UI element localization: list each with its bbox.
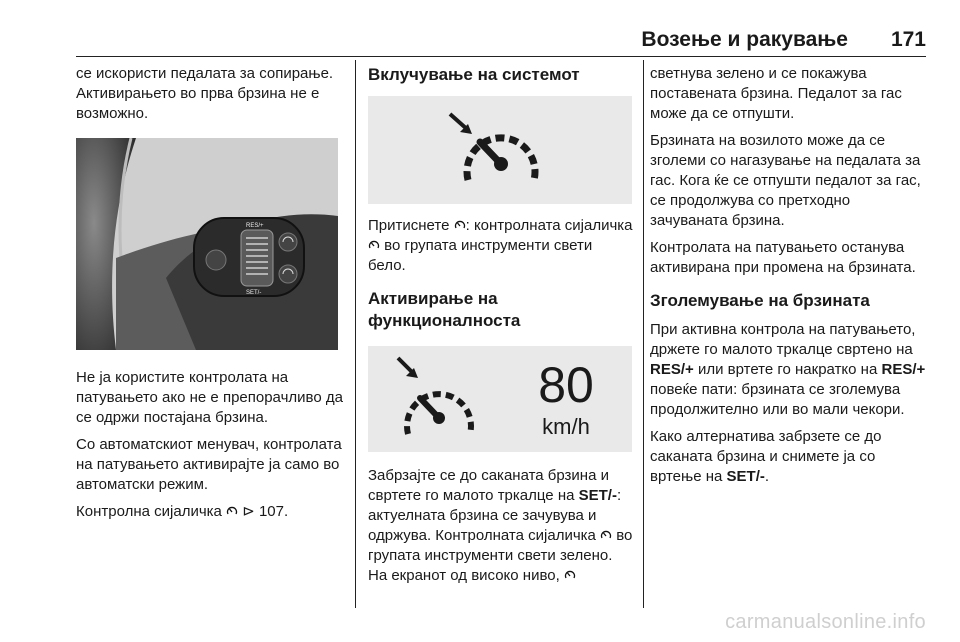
- paragraph: [368, 216, 634, 276]
- paragraph: светнува зелено и се покажува поставената брзина. Педалот за гас може да се отпушти.: [650, 65, 902, 122]
- column-divider: [355, 60, 356, 608]
- speedometer-icon: [368, 239, 380, 251]
- speed-display-figure: [368, 346, 632, 452]
- text: : контролната сијаличка: [465, 217, 633, 234]
- paragraph: [650, 427, 930, 487]
- column-1: [76, 64, 346, 529]
- paragraph: [368, 466, 634, 586]
- page-number: 171: [890, 28, 926, 51]
- res-label: RES/+: [650, 361, 694, 378]
- text: во групата инструменти свети зелено. На екранот од високо ниво,: [368, 527, 633, 584]
- speed-value: 80: [538, 357, 594, 413]
- steering-wheel-illustration: [76, 138, 338, 350]
- paragraph: [650, 320, 930, 420]
- page-title: Возење и ракување: [641, 28, 848, 51]
- paragraph: Не ја користите контролата на патувањето ако не е препорачливо да се одржи постајана брзина.: [76, 369, 343, 426]
- watermark: carmanualsonline.info: [725, 611, 926, 633]
- text: : актуелната брзина се зачувува и одржува. Контролната сијаличка: [368, 487, 622, 544]
- page-reference[interactable]: 107.: [258, 503, 289, 520]
- column-3: [650, 64, 930, 494]
- section-heading: Активирање на функционалноста: [368, 289, 521, 330]
- column-2: [368, 64, 634, 593]
- set-label: SET/-: [578, 487, 617, 504]
- text: или вртете го накратко на: [697, 361, 878, 378]
- set-label: SET/-: [246, 290, 262, 296]
- text: повеќе пати: брзината се зголемува продолжително или во мали чекори.: [650, 381, 905, 418]
- text: При активна контрола на патувањето, држете го малото тркалце свртено на: [650, 321, 916, 358]
- text: во групата инструменти свети бело.: [368, 237, 593, 274]
- speedometer-icon: [454, 219, 466, 231]
- section-heading: Вклучување на системот: [368, 65, 580, 84]
- speedometer-icon: [564, 569, 576, 581]
- arrow-icon: ⊳: [242, 503, 255, 520]
- res-label: RES/+: [881, 361, 926, 378]
- header-rule: [76, 56, 926, 57]
- paragraph: се искористи педалата за сопирање. Активирањето во прва брзина не е возможно.: [76, 65, 334, 122]
- column-divider: [643, 60, 644, 608]
- speed-unit: km/h: [542, 414, 590, 439]
- page-header: [76, 28, 926, 50]
- cruise-speed-display: [368, 346, 632, 452]
- text: Контролна сијаличка: [76, 503, 222, 520]
- paragraph: Со автоматскиот менувач, контролата на патувањето активирајте ја само во автоматски режим.: [76, 436, 342, 493]
- section-heading: Зголемување на брзината: [650, 291, 870, 310]
- speedometer-icon: [600, 529, 612, 541]
- paragraph: Контролата на патувањето останува активирана при промена на брзината.: [650, 239, 916, 276]
- cruise-control-figure: [368, 96, 632, 204]
- paragraph: Брзината на возилото може да се зголеми со нагазување на педалата за гас. Кога ќе се отпушти педалот за гас, се продолжува со претходно зачуваната брзина.: [650, 132, 921, 229]
- text: .: [764, 468, 770, 485]
- speedometer-icon: [368, 96, 632, 204]
- res-label: RES/+: [246, 223, 264, 229]
- text: Забрзајте се до саканата брзина и свртете го малото тркалце на: [368, 467, 609, 504]
- speedometer-icon: [226, 505, 238, 517]
- text: Притиснете: [368, 217, 450, 234]
- text: Како алтернатива забрзете се до саканата брзина и снимете ја со вртење на: [650, 428, 882, 485]
- paragraph: [76, 502, 346, 522]
- set-label: SET/-: [726, 468, 765, 485]
- steering-wheel-photo: [76, 138, 338, 350]
